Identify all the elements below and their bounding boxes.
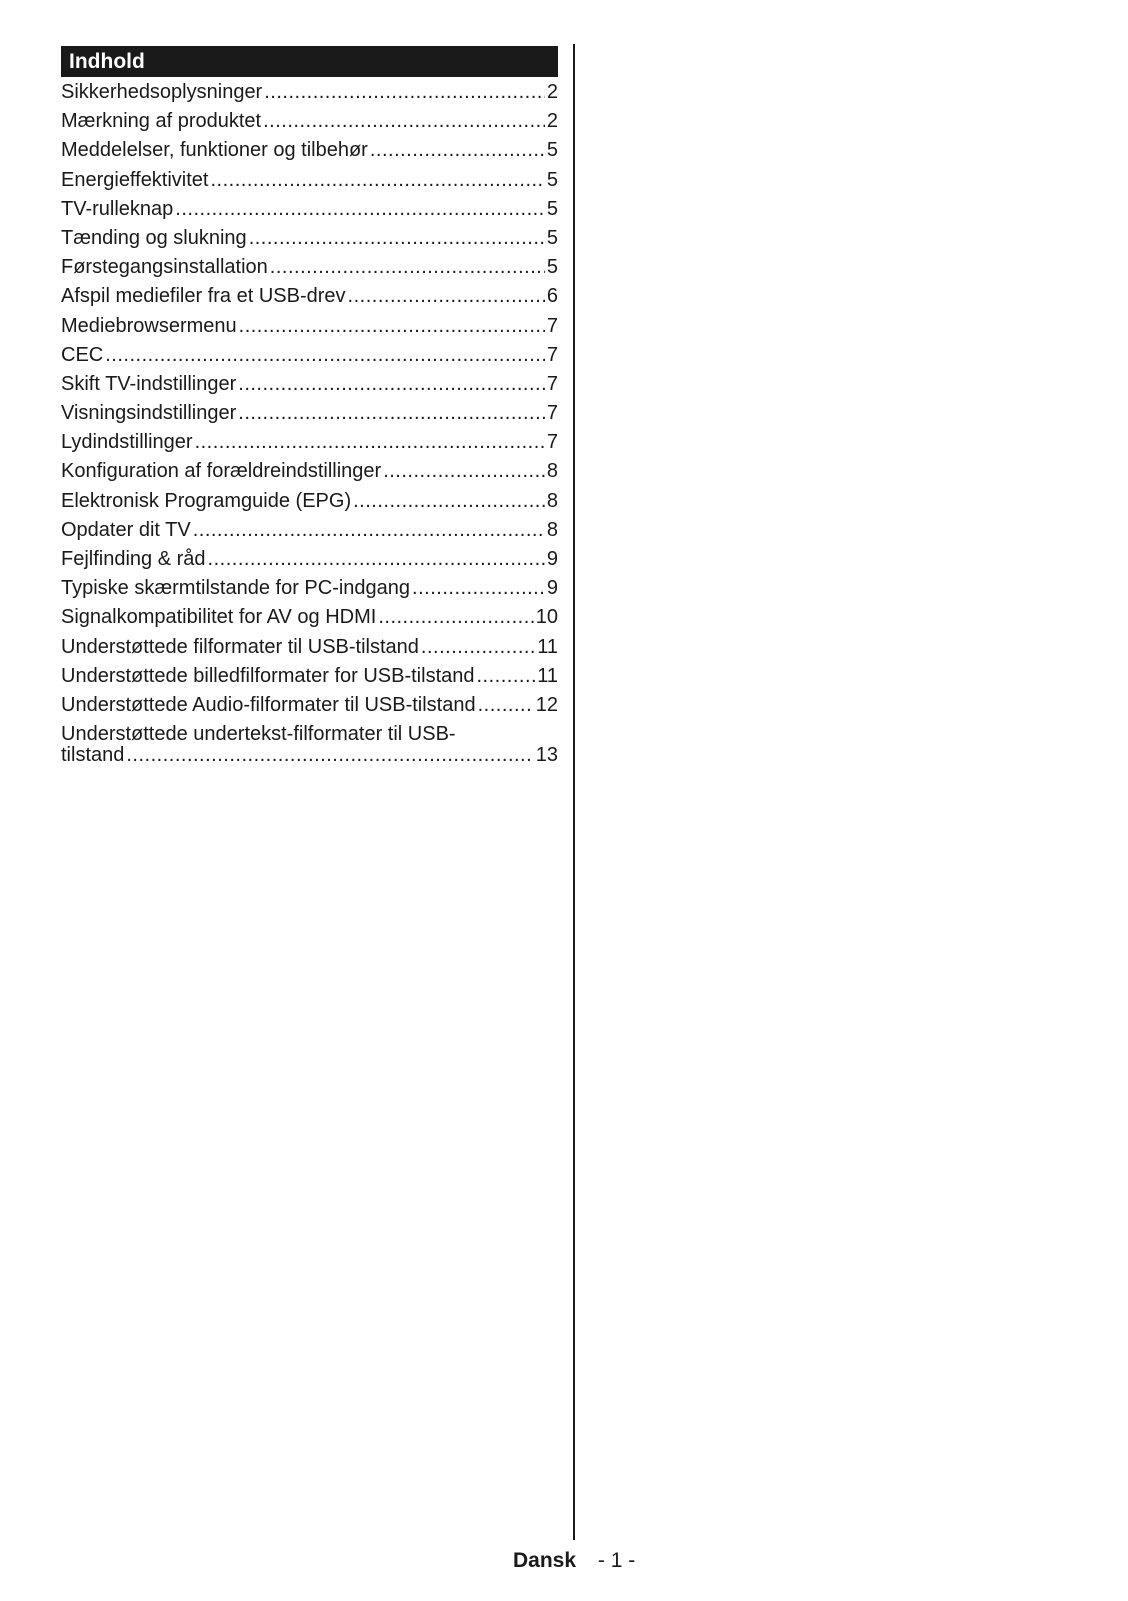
toc-entry-label: Afspil mediefiler fra et USB-drev — [61, 285, 346, 308]
toc-entry-page: 7 — [546, 343, 558, 366]
toc-entry-page: 5 — [546, 197, 558, 220]
toc-entry-page: 11 — [537, 635, 558, 658]
toc-entry-page: 5 — [546, 139, 558, 162]
toc-entry-page: 10 — [535, 606, 558, 629]
dot-leader — [208, 545, 545, 574]
toc-entry[interactable] — [61, 107, 558, 136]
toc-entry-page: 8 — [546, 518, 558, 541]
toc-entry-label: Konfiguration af forældreindstillinger — [61, 460, 382, 483]
toc-entry-page: 12 — [535, 693, 558, 716]
page-footer — [513, 1548, 635, 1574]
toc-entry-label: Skift TV-indstillinger — [61, 372, 237, 395]
dot-leader — [126, 745, 533, 766]
dot-leader — [175, 195, 545, 224]
toc-entry[interactable] — [61, 457, 558, 486]
toc-entry-label: Understøttede billedfilformater for USB-tilstand — [61, 664, 475, 687]
toc-entry-label-line2: tilstand — [61, 744, 125, 767]
toc-entry-page: 7 — [546, 372, 558, 395]
toc-entry[interactable] — [61, 516, 558, 545]
dot-leader — [412, 574, 545, 603]
toc-entry[interactable] — [61, 428, 558, 457]
toc-entry-page: 5 — [546, 226, 558, 249]
toc-entry[interactable] — [61, 282, 558, 311]
dot-leader — [370, 136, 545, 165]
column-divider — [573, 44, 575, 1540]
toc-entry-label: Opdater dit TV — [61, 518, 191, 541]
toc-entry-last[interactable] — [61, 720, 558, 766]
toc-entry-label: Understøttede filformater til USB-tilstand — [61, 635, 419, 658]
toc-entry-page: 8 — [546, 489, 558, 512]
toc-entry-label: Tænding og slukning — [61, 226, 247, 249]
dot-leader — [477, 662, 536, 691]
toc-entry-page: 7 — [546, 431, 558, 454]
toc-entry[interactable] — [61, 662, 558, 691]
toc-entry-label: CEC — [61, 343, 104, 366]
dot-leader — [378, 603, 533, 632]
toc-entry-page: 9 — [546, 577, 558, 600]
dot-leader — [478, 691, 534, 720]
toc-entry-page: 9 — [546, 548, 558, 570]
toc-entry-page: 5 — [546, 256, 558, 279]
toc-entry-label: Signalkompatibilitet for AV og HDMI — [61, 606, 377, 629]
toc-entry-page: 2 — [546, 81, 558, 103]
dot-leader — [193, 516, 545, 545]
dot-leader — [105, 341, 545, 370]
dot-leader — [238, 399, 545, 428]
toc-entry-label: Elektronisk Programguide (EPG) — [61, 489, 352, 512]
toc-entry[interactable] — [61, 691, 558, 720]
toc-entry-label: Understøttede Audio-filformater til USB-tilstand — [61, 693, 476, 716]
toc-entry[interactable] — [61, 312, 558, 341]
dot-leader — [383, 457, 545, 486]
dot-leader — [238, 370, 545, 399]
toc-entry-label: Typiske skærmtilstande for PC-indgang — [61, 577, 411, 600]
toc-entry[interactable] — [61, 166, 558, 195]
toc-entry-page: 6 — [546, 285, 558, 308]
toc-entry-page: 5 — [546, 168, 558, 191]
dot-leader — [270, 253, 545, 282]
dot-leader — [353, 487, 545, 516]
table-of-contents — [61, 46, 558, 766]
toc-entry-label-line1: Understøttede undertekst-filformater til USB- — [61, 723, 456, 746]
toc-entry-label: TV-rulleknap — [61, 197, 174, 220]
toc-entry-label: Mediebrowsermenu — [61, 314, 237, 337]
toc-entry[interactable] — [61, 341, 558, 370]
toc-title: Indhold — [61, 46, 558, 77]
toc-entry[interactable] — [61, 253, 558, 282]
toc-entry-label: Visningsindstillinger — [61, 402, 237, 425]
toc-entry[interactable] — [61, 545, 558, 574]
dot-leader — [348, 282, 545, 311]
toc-entry[interactable] — [61, 195, 558, 224]
toc-entry[interactable] — [61, 399, 558, 428]
toc-entry-label: Fejlfinding & råd — [61, 548, 206, 570]
toc-entry[interactable] — [61, 574, 558, 603]
dot-leader — [421, 633, 535, 662]
toc-entry[interactable] — [61, 487, 558, 516]
dot-leader — [263, 107, 545, 136]
toc-entry-page: 8 — [546, 460, 558, 483]
toc-entry-label: Mærkning af produktet — [61, 110, 262, 133]
toc-entry-label: Meddelelser, funktioner og tilbehør — [61, 139, 368, 162]
footer-language: Dansk — [513, 1549, 577, 1572]
toc-entry[interactable] — [61, 136, 558, 165]
toc-entry-label: Lydindstillinger — [61, 431, 193, 454]
toc-entry-page: 11 — [537, 664, 558, 687]
dot-leader — [239, 312, 545, 341]
toc-entry-label: Førstegangsinstallation — [61, 256, 268, 279]
toc-entry[interactable] — [61, 633, 558, 662]
footer-page-number: - 1 - — [597, 1549, 636, 1572]
toc-entry-label: Sikkerhedsoplysninger — [61, 81, 263, 103]
dot-leader — [264, 78, 545, 107]
toc-entry-page: 2 — [546, 110, 558, 133]
toc-entry[interactable] — [61, 224, 558, 253]
dot-leader — [249, 224, 545, 253]
dot-leader — [195, 428, 545, 457]
toc-entry[interactable] — [61, 603, 558, 632]
toc-list — [61, 78, 558, 720]
toc-entry[interactable] — [61, 78, 558, 107]
toc-entry-page: 13 — [535, 744, 558, 767]
toc-entry-label: Energieffektivitet — [61, 168, 209, 191]
dot-leader — [211, 166, 545, 195]
toc-entry-page: 7 — [546, 314, 558, 337]
toc-entry[interactable] — [61, 370, 558, 399]
toc-entry-page: 7 — [546, 402, 558, 425]
